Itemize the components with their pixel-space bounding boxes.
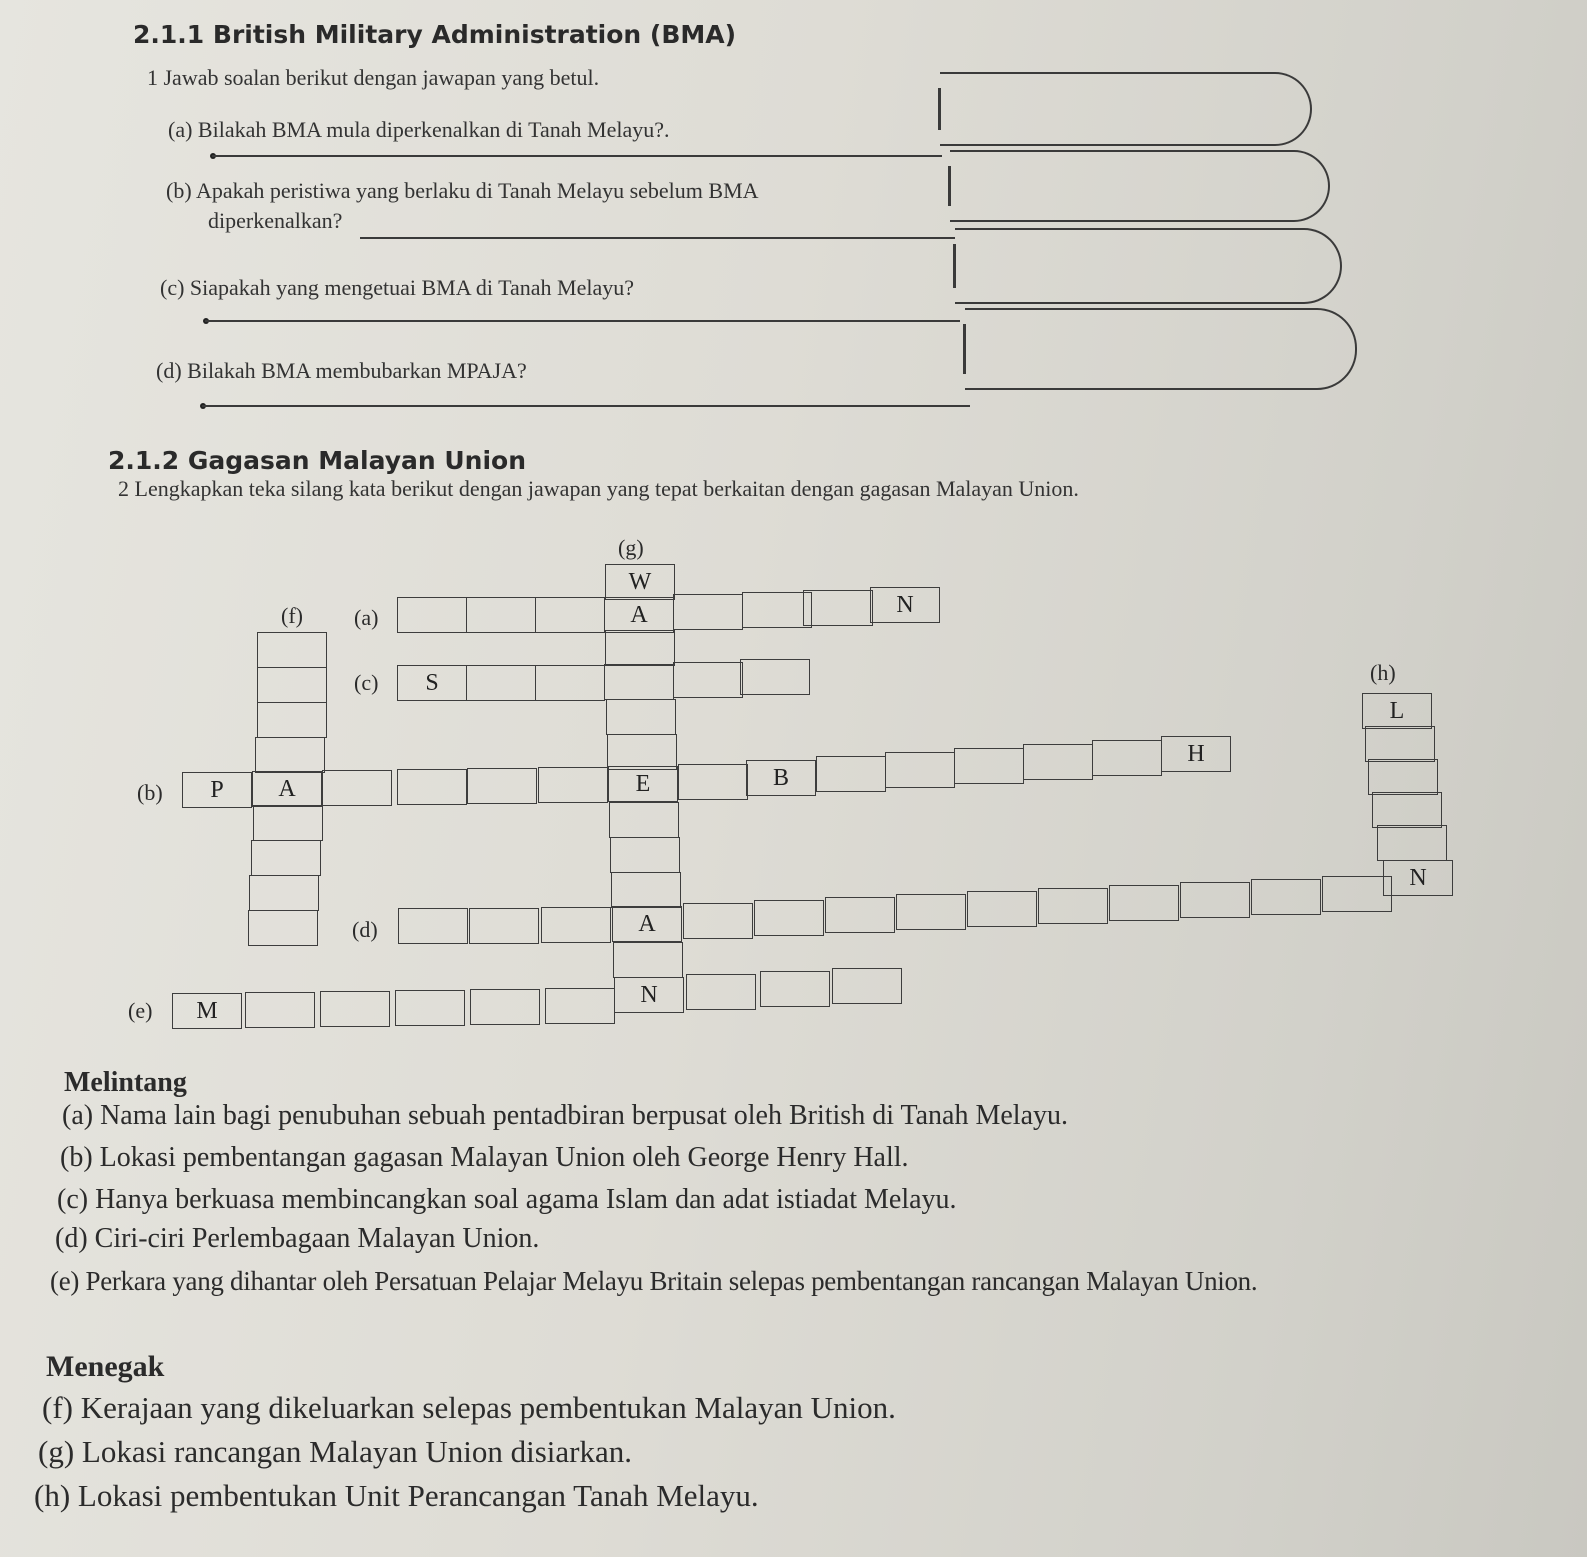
crossword-cell[interactable] [320,991,390,1027]
crossword-cell[interactable]: B [746,760,816,796]
crossword-cell[interactable]: N [870,587,940,623]
crossword-cell[interactable] [535,665,605,701]
clue-label-g: (g) [618,535,644,560]
question-d: (d) Bilakah BMA membubarkan MPAJA? [156,358,527,383]
crossword-cell[interactable]: E [608,766,678,802]
answer-box-d[interactable] [965,308,1357,390]
crossword-cell[interactable] [673,594,743,630]
crossword-cell[interactable] [397,769,467,805]
crossword-cell[interactable]: N [614,977,684,1013]
crossword-cell[interactable]: A [252,771,322,807]
clue-label-h: (h) [1370,660,1396,685]
crossword-cell[interactable] [742,592,812,628]
crossword-cell[interactable] [896,894,966,930]
question-b-continued: diperkenalkan? [208,208,343,233]
question-2-instruction: 2 Lengkapkan teka silang kata berikut dengan jawapan yang tepat berkaitan dengan gagasan Malayan Union. [118,476,1079,501]
crossword-cell[interactable] [395,990,465,1026]
crossword-cell[interactable] [1109,885,1179,921]
crossword-cell[interactable] [686,974,756,1010]
clue-down-g: (g) Lokasi rancangan Malayan Union disiarkan. [38,1434,632,1469]
crossword-cell[interactable] [611,872,681,908]
answer-box-c[interactable] [955,228,1342,304]
clue-label-c: (c) [354,670,379,695]
question-b: (b) Apakah peristiwa yang berlaku di Tanah Melayu sebelum BMA [166,178,759,203]
crossword-cell[interactable] [470,989,540,1025]
crossword-cell[interactable] [1365,726,1435,762]
crossword-cell[interactable] [248,910,318,946]
crossword-cell[interactable] [1092,740,1162,776]
crossword-cell[interactable] [1368,759,1438,795]
crossword-cell[interactable]: W [605,564,675,600]
clue-across-c: (c) Hanya berkuasa membincangkan soal agama Islam dan adat istiadat Melayu. [57,1184,957,1215]
crossword-cell[interactable] [1377,825,1447,861]
clue-down-f: (f) Kerajaan yang dikeluarkan selepas pembentukan Malayan Union. [42,1390,896,1425]
crossword-cell[interactable] [466,597,536,633]
crossword-cell[interactable] [607,734,677,770]
crossword-cell[interactable]: H [1161,736,1231,772]
question-c: (c) Siapakah yang mengetuai BMA di Tanah Melayu? [160,275,634,300]
answer-line-d[interactable] [202,405,970,407]
crossword-cell[interactable] [1251,879,1321,915]
crossword-cell[interactable] [397,597,467,633]
crossword-cell[interactable] [253,805,323,841]
crossword-cell[interactable] [609,802,679,838]
crossword-cell[interactable] [257,632,327,668]
crossword-cell[interactable] [469,908,539,944]
answer-box-b[interactable] [950,150,1330,222]
crossword-cell[interactable] [538,767,608,803]
crossword-cell[interactable] [604,664,674,700]
clue-across-a: (a) Nama lain bagi penubuhan sebuah pentadbiran berpusat oleh British di Tanah Melayu. [62,1100,1069,1131]
crossword-cell[interactable] [249,875,319,911]
crossword-cell[interactable] [754,900,824,936]
crossword-cell[interactable]: A [604,597,674,633]
crossword-cell[interactable] [467,768,537,804]
crossword-cell[interactable] [967,891,1037,927]
crossword-cell[interactable] [466,665,536,701]
clue-across-e: (e) Perkara yang dihantar oleh Persatuan Pelajar Melayu Britain selepas pembentangan rancangan Malayan Union. [50,1266,1258,1296]
section-heading-bma: 2.1.1 British Military Administration (BMA) [133,20,737,49]
question-1-instruction: 1 Jawab soalan berikut dengan jawapan yang betul. [147,65,600,90]
crossword-cell[interactable] [760,971,830,1007]
crossword-cell[interactable] [1322,876,1392,912]
answer-line-b[interactable] [360,237,955,239]
crossword-cell[interactable] [610,837,680,873]
crossword-cell[interactable] [245,992,315,1028]
answer-line-c[interactable] [205,320,960,322]
crossword-cell[interactable] [606,699,676,735]
crossword-cell[interactable] [545,988,615,1024]
crossword-cell[interactable] [251,840,321,876]
section-heading-malayan-union: 2.1.2 Gagasan Malayan Union [108,446,527,475]
crossword-cell[interactable] [398,908,468,944]
clue-down-h: (h) Lokasi pembentukan Unit Perancangan Tanah Melayu. [34,1478,759,1513]
crossword-cell[interactable]: N [1383,860,1453,896]
crossword-cell[interactable] [832,968,902,1004]
crossword-cell[interactable]: P [182,772,252,808]
crossword-cell[interactable] [257,667,327,703]
clue-across-b: (b) Lokasi pembentangan gagasan Malayan Union oleh George Henry Hall. [60,1142,909,1173]
crossword-cell[interactable]: A [612,906,682,942]
crossword-cell[interactable]: L [1362,693,1432,729]
clue-label-d: (d) [352,917,378,942]
clue-label-b: (b) [137,780,163,805]
crossword-cell[interactable] [613,942,683,978]
question-a: (a) Bilakah BMA mula diperkenalkan di Tanah Melayu?. [168,117,670,142]
clue-across-d: (d) Ciri-ciri Perlembagaan Malayan Union. [55,1223,540,1254]
answer-line-a[interactable] [212,155,942,157]
crossword-cell[interactable] [885,752,955,788]
clue-label-f: (f) [281,603,303,628]
crossword-cell[interactable] [541,907,611,943]
clues-across-title: Melintang [64,1067,187,1098]
crossword-cell[interactable] [322,770,392,806]
crossword-cell[interactable] [535,597,605,633]
crossword-cell[interactable] [803,590,873,626]
crossword-cell[interactable] [816,756,886,792]
crossword-cell[interactable] [825,897,895,933]
crossword-cell[interactable] [954,748,1024,784]
crossword-cell[interactable] [740,659,810,695]
crossword-cell[interactable]: M [172,993,242,1029]
crossword-cell[interactable] [1038,888,1108,924]
crossword-cell[interactable] [257,702,327,738]
crossword-cell[interactable] [1180,882,1250,918]
clues-down-title: Menegak [46,1350,165,1383]
crossword-cell[interactable] [605,630,675,666]
crossword-cell[interactable] [673,662,743,698]
crossword-cell[interactable] [678,764,748,800]
crossword-cell[interactable] [1372,792,1442,828]
answer-box-a[interactable] [940,72,1312,146]
clue-label-a: (a) [354,605,379,630]
crossword-cell[interactable] [255,737,325,773]
crossword-cell[interactable] [1023,744,1093,780]
crossword-cell[interactable]: S [397,665,467,701]
clue-label-e: (e) [128,998,153,1023]
crossword-cell[interactable] [683,903,753,939]
